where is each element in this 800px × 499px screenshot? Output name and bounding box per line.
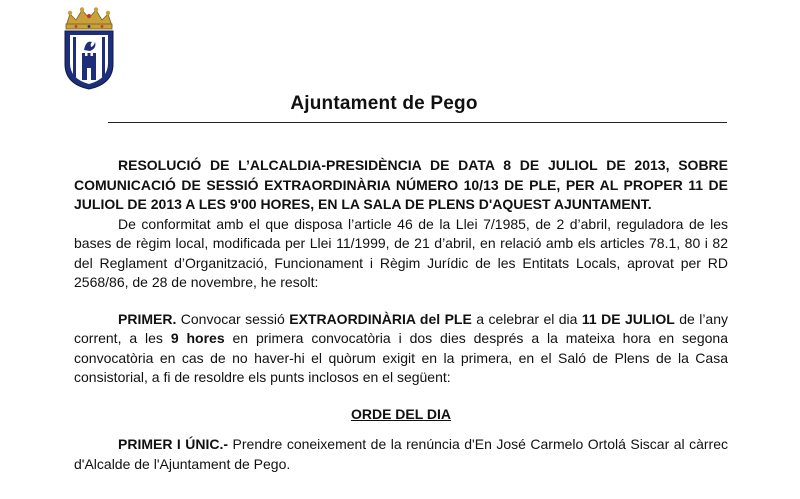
coat-of-arms-icon (60, 6, 118, 90)
document-body (74, 156, 728, 474)
agenda-item-label: PRIMER I ÚNIC.- (118, 436, 229, 452)
spacer (74, 424, 728, 435)
page-title: Ajuntament de Pego (290, 93, 478, 114)
spacer (74, 293, 728, 310)
primer-paragraph (74, 310, 728, 388)
spacer (74, 388, 728, 405)
resolution-preamble: De conformitat amb el que disposa l’article 46 de la Llei 7/1985, de 2 d’abril, reguladora de les bases de règim local, modificada per Llei 11/1999, de 21 d’abril, en relació amb els articles 78.1, 80 i 82 del Reglament d’Organització, Funcionament i Règim Jurídic de les Entitats Locals, aprovat per RD 2568/86, de 28 de novembre, he resolt: (74, 215, 728, 290)
session-type: EXTRAORDINÀRIA del PLE (289, 310, 472, 327)
agenda-title: ORDE DEL DIA (350, 405, 452, 422)
primer-text-3: de l’any corrent, a les (74, 310, 728, 346)
primer-text-4: en primera convocatòria i dos dies després a la mateixa hora en segona convocatòria en cas de no haver-hi el quòrum exigit en la primera, en el Saló de Plens de la Casa consistorial, a fi de resoldre els punts inclosos en el següent: (74, 330, 728, 385)
header-divider (108, 122, 727, 123)
primer-label: PRIMER. (118, 310, 177, 327)
resolution-heading: RESOLUCIÓ DE L’ALCALDIA-PRESIDÈNCIA DE DATA 8 DE JULIOL DE 2013, SOBRE COMUNICACIÓ DE SESSIÓ EXTRAORDINÀRIA NÚMERO 10/13 DE PLE, PER AL PROPER 11 DE JULIOL DE 2013 A LES 9'00 HORES, EN LA SALA DE PLENS D'AQUEST AJUNTAMENT. (74, 157, 728, 212)
session-time: 9 hores (170, 330, 225, 346)
crown-icon (66, 7, 112, 29)
agenda-item (74, 435, 728, 474)
primer-text-2: a celebrar el dia (471, 310, 582, 327)
session-date: 11 DE JULIOL (581, 310, 675, 327)
primer-text-1: Convocar sessió (176, 310, 290, 327)
agenda-item-text: Prendre coneixement de la renúncia d'En José Carmelo Ortolá Siscar al càrrec d'Alcalde de l'Ajuntament de Pego. (74, 436, 728, 472)
